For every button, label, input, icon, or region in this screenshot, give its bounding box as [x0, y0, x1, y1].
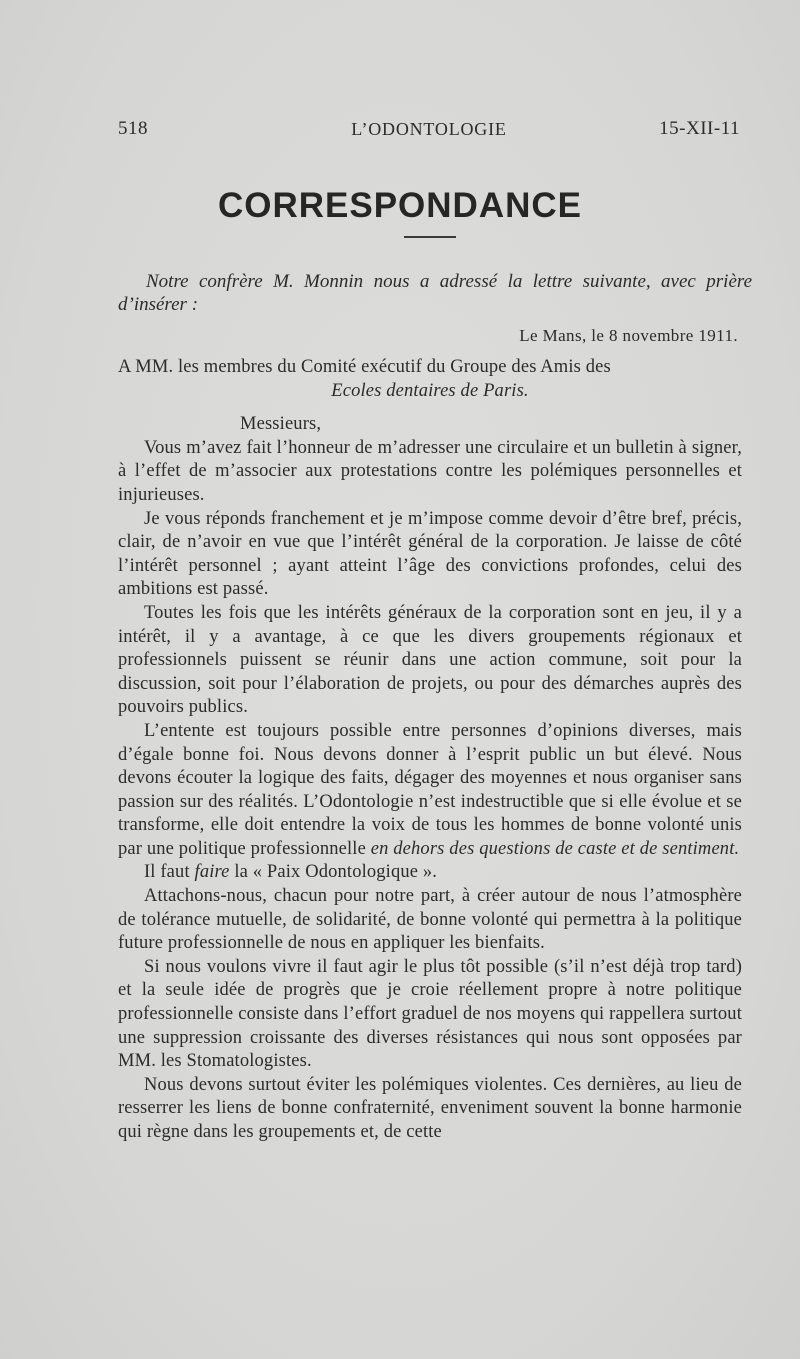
paragraph-italic-text: en dehors des questions de caste et de sentiment.	[370, 838, 740, 859]
paragraph: Nous devons surtout éviter les polémiques violentes. Ces dernières, au lieu de resserrer les liens de bonne confraternité, enveniment souvent la bonne harmonie qui règne dans les groupements et, de cette	[118, 1074, 742, 1142]
paragraph-italic-text: faire	[194, 862, 230, 883]
letter-address: A MM. les membres du Comité exécutif du Groupe des Amis des	[118, 357, 611, 377]
paragraph: Je vous réponds franchement et je m’impose comme devoir d’être bref, précis, clair, de n’avoir en vue que l’intérêt général de la corporation. Je laisse de côté l’intérêt personnel ; ayant atteint l’âge des convictions profondes, celui des ambitions est passé.	[118, 508, 742, 600]
paragraph-text: L’entente est toujours possible entre personnes d’opinions diverses, mais d’égale bonne foi. Nous devons donner à l’esprit public un but élevé. Nous devons écouter la logique des faits, dégager des moyennes et nous organiser sans passion sur des réalités. L’Odontologie n’est indestructible que si elle évolue et se transforme, elle doit entendre la voix de tous les hommes de bonne volonté unis par une politique professionnelle	[118, 720, 742, 859]
salutation: Messieurs,	[240, 414, 322, 435]
paragraph-text: la « Paix Odontologique ».	[234, 862, 438, 883]
running-header	[118, 118, 740, 146]
paragraph-text: Il faut	[144, 862, 190, 883]
paragraph: Toutes les fois que les intérêts généraux de la corporation sont en jeu, il y a intérêt, il y a avantage, à ce que les divers groupements régionaux et professionnels puissent se réunir dans une action commune, soit pour la discussion, soit pour l’élaboration de projets, ou pour des démarches auprès des pouvoirs publics.	[118, 602, 742, 718]
issue-date: 15-XII-11	[659, 118, 740, 139]
section-title: CORRESPONDANCE	[217, 186, 583, 225]
paragraph	[118, 861, 742, 885]
paragraph: Attachons-nous, chacun pour notre part, à créer autour de nous l’atmosphère de tolérance mutuelle, de solidarité, de bonne volonté qui permettra à la politique future professionnelle de nous en appliquer les bienfaits.	[118, 886, 742, 954]
letter-body	[118, 356, 742, 1145]
letter-place-date: Le Mans, le 8 novembre 1911.	[519, 326, 738, 345]
journal-title: L’ODONTOLOGIE	[351, 119, 507, 139]
paragraph: Vous m’avez fait l’honneur de m’adresser une circulaire et un bulletin à signer, à l’effet de m’associer aux protestations contre les polémiques personnelles et injurieuses.	[118, 437, 742, 505]
title-rule	[404, 236, 456, 238]
intro-note: Notre confrère M. Monnin nous a adressé la lettre suivante, avec prière d’insérer :	[118, 271, 752, 315]
paragraph	[118, 720, 742, 862]
page-number: 518	[118, 118, 148, 139]
letter-address-continued: Ecoles dentaires de Paris.	[331, 380, 529, 401]
paragraph: Si nous voulons vivre il faut agir le plus tôt possible (s’il n’est déjà trop tard) et la seule idée de progrès que je croie réellement propre à notre politique professionnelle consiste dans l’effort graduel de nos moyens qui rappellera surtout une suppression croissante des diverses résistances qui nous sont opposées par MM. les Stomatologistes.	[118, 956, 742, 1072]
